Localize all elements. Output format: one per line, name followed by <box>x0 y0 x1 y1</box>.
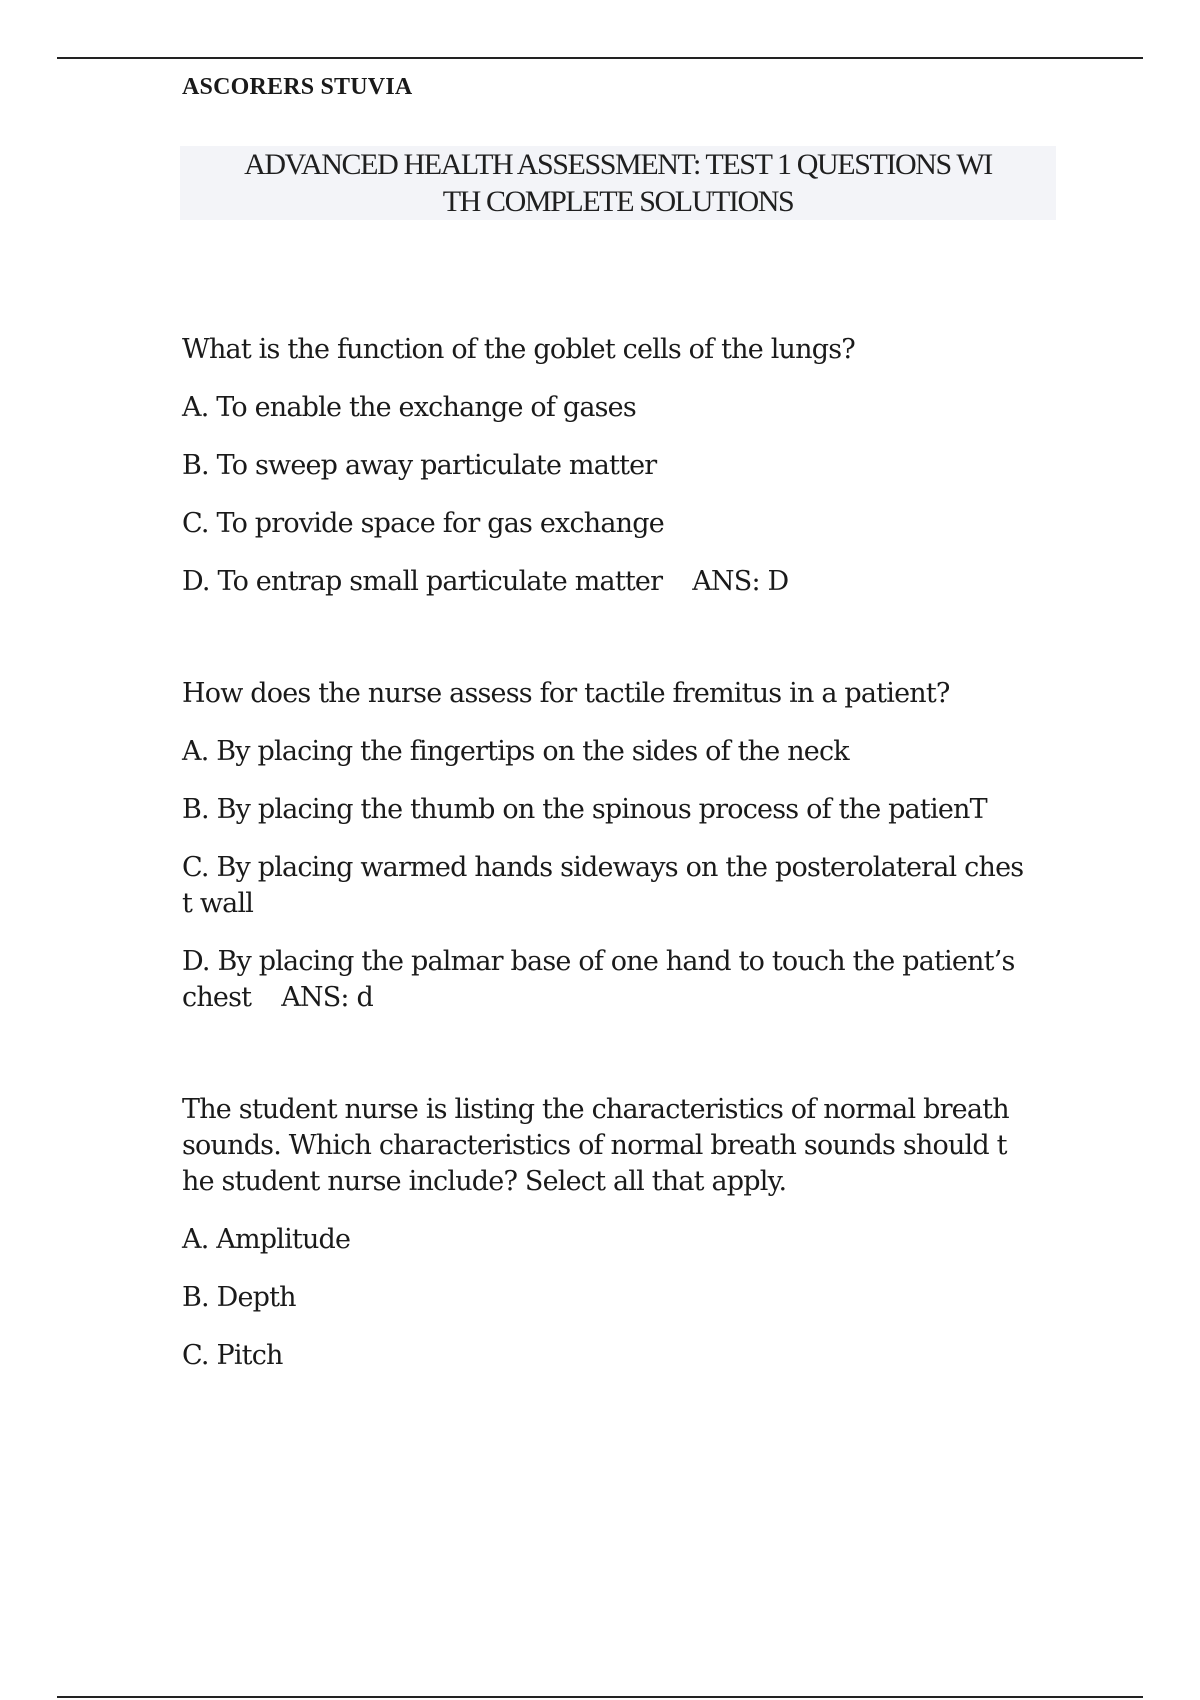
question-text-line-1: The student nurse is listing the characteristics of normal breath <box>182 1094 1009 1125</box>
answer-key: ANS: d <box>281 982 373 1013</box>
brand-name: ASCORERS STUVIA <box>182 74 413 100</box>
option-c <box>182 850 1062 922</box>
option-a: A. Amplitude <box>182 1224 351 1255</box>
question-text-line-3: he student nurse include? Select all that apply. <box>182 1166 787 1197</box>
title-line-2: TH COMPLETE SOLUTIONS <box>442 185 794 218</box>
question-3 <box>182 1092 1062 1374</box>
option-d <box>182 944 1062 1016</box>
option-b: B. To sweep away particulate matter <box>182 450 657 481</box>
question-text: What is the function of the goblet cells of the lungs? <box>182 334 855 365</box>
question-list <box>182 332 1062 1396</box>
option-d: D. To entrap small particulate matter <box>182 566 663 597</box>
option-d-line-2: chest <box>182 982 252 1013</box>
question-2 <box>182 676 1062 1016</box>
bottom-rule <box>57 1696 1143 1698</box>
option-b: B. By placing the thumb on the spinous process of the patienT <box>182 794 987 825</box>
option-c: C. To provide space for gas exchange <box>182 508 664 539</box>
question-text-line-2: sounds. Which characteristics of normal breath sounds should t <box>182 1130 1007 1161</box>
option-c: C. Pitch <box>182 1340 283 1371</box>
answer-key: ANS: D <box>692 566 789 597</box>
option-d-line-1: D. By placing the palmar base of one hand to touch the patient’s <box>182 946 1015 977</box>
option-b: B. Depth <box>182 1282 296 1313</box>
question-text <box>182 1092 1062 1200</box>
question-text: How does the nurse assess for tactile fremitus in a patient? <box>182 678 950 709</box>
option-c-line-2: t wall <box>182 888 254 919</box>
option-d-row <box>182 564 1062 600</box>
question-1 <box>182 332 1062 600</box>
option-a: A. By placing the fingertips on the sides of the neck <box>182 736 849 767</box>
title-line-1: ADVANCED HEALTH ASSESSMENT: TEST 1 QUESTIONS WI <box>244 148 992 181</box>
top-rule <box>57 57 1143 59</box>
option-c-line-1: C. By placing warmed hands sideways on the posterolateral ches <box>182 852 1024 883</box>
option-a: A. To enable the exchange of gases <box>182 392 636 423</box>
document-title <box>180 146 1056 220</box>
